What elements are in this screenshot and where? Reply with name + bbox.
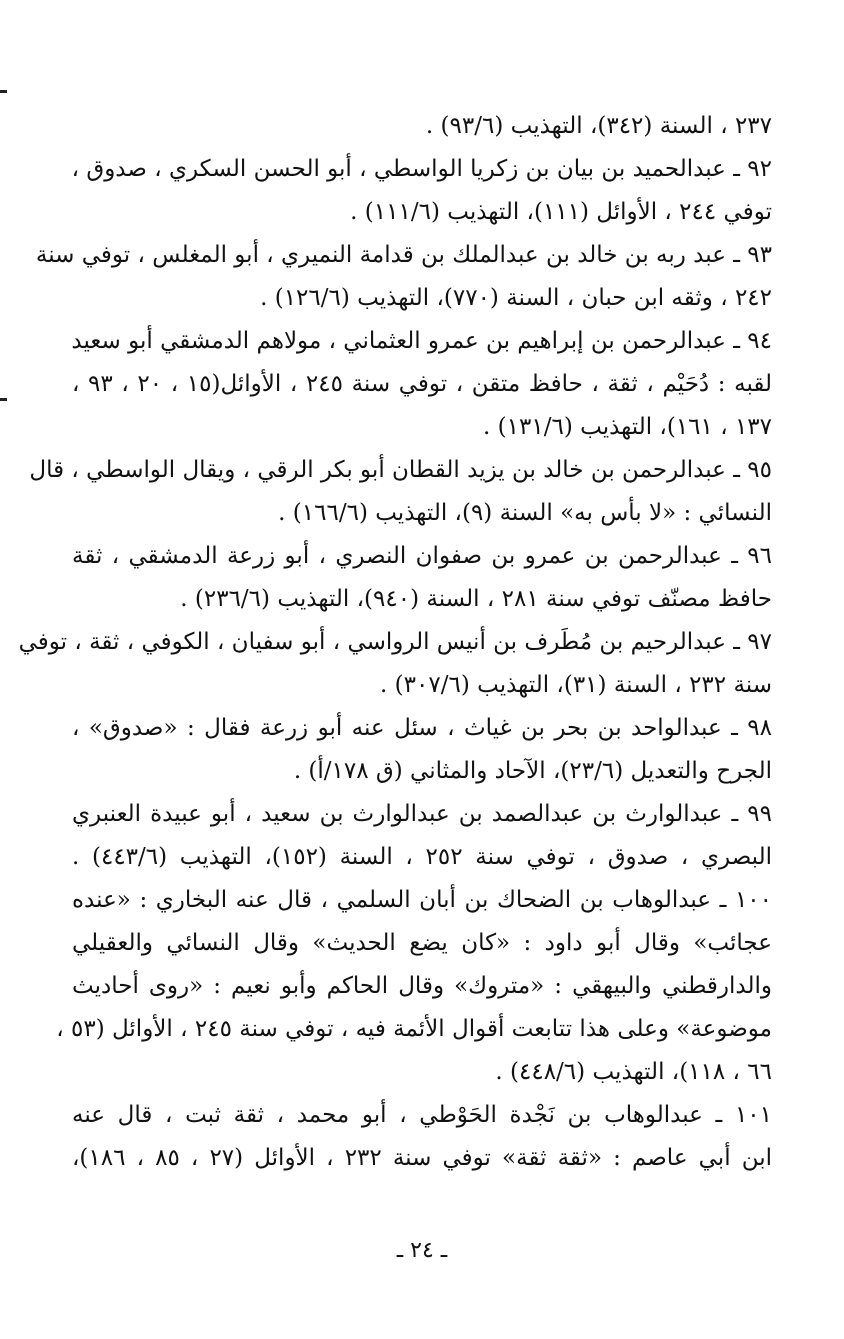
scan-edge-mark-middle bbox=[0, 398, 7, 401]
text-line: توفي ٢٤٤ ، الأوائل (١١١)، التهذيب (١١١/٦) . bbox=[350, 199, 772, 225]
text-line: البصري ، صدوق ، توفي سنة ٢٥٢ ، السنة (١٥٢)، التهذيب (٤٤٣/٦) . bbox=[72, 844, 772, 870]
text-line: والدارقطني والبيهقي : «متروك» وقال الحاكم وأبو نعيم : «روى أحاديث bbox=[72, 973, 772, 999]
text-line: موضوعة» وعلى هذا تتابعت أقوال الأئمة فيه ، توفي سنة ٢٤٥ ، الأوائل (٥٣ ، bbox=[56, 1016, 772, 1042]
text-line: ٩٧ ـ عبدالرحيم بن مُطَرف بن أنيس الرواسي ، أبو سفيان ، الكوفي ، ثقة ، توفي bbox=[18, 629, 772, 655]
text-line: لقبه : دُحَيْم ، ثقة ، حافظ متقن ، توفي سنة ٢٤٥ ، الأوائل(١٥ ، ٢٠ ، ٩٣ ، bbox=[72, 371, 773, 397]
text-line: ٩٥ ـ عبدالرحمن بن خالد بن يزيد القطان أبو بكر الرقي ، ويقال الواسطي ، قال bbox=[29, 457, 772, 483]
text-line: النسائي : «لا بأس به» السنة (٩)، التهذيب (١٦٦/٦) . bbox=[278, 500, 772, 526]
text-line: ٩٤ ـ عبدالرحمن بن إبراهيم بن عمرو العثماني ، مولاهم الدمشقي أبو سعيد bbox=[71, 328, 772, 354]
body-text bbox=[18, 105, 773, 1180]
text-line: سنة ٢٣٢ ، السنة (٣١)، التهذيب (٣٠٧/٦) . bbox=[380, 672, 772, 698]
text-line: ٩٣ ـ عبد ربه بن خالد بن عبدالملك بن قدامة النميري ، أبو المغلس ، توفي سنة bbox=[35, 242, 772, 268]
text-line: ٩٨ ـ عبدالواحد بن بحر بن غياث ، سئل عنه أبو زرعة فقال : «صدوق» ، bbox=[72, 715, 772, 741]
text-line: ابن أبي عاصم : «ثقة ثقة» توفي سنة ٢٣٢ ، الأوائل (٢٧ ، ٨٥ ، ١٨٦)، bbox=[72, 1145, 773, 1171]
text-line: ٩٢ ـ عبدالحميد بن بيان بن زكريا الواسطي ، أبو الحسن السكري ، صدوق ، bbox=[71, 156, 772, 182]
scan-edge-mark-top bbox=[0, 90, 7, 93]
text-line: ٩٦ ـ عبدالرحمن بن عمرو بن صفوان النصري ، أبو زرعة الدمشقي ، ثقة bbox=[72, 543, 772, 569]
text-line: ٢٤٢ ، وثقه ابن حبان ، السنة (٧٧٠)، التهذيب (١٢٦/٦) . bbox=[260, 285, 772, 311]
text-line: ٢٣٧ ، السنة (٣٤٢)، التهذيب (٩٣/٦) . bbox=[425, 113, 772, 139]
text-line: ١٠١ ـ عبدالوهاب بن نَجْدة الحَوْطي ، أبو محمد ، ثقة ثبت ، قال عنه bbox=[72, 1102, 772, 1128]
page-number: ـ ٢٤ ـ bbox=[396, 1238, 448, 1263]
text-line: الجرح والتعديل (٢٣/٦)، الآحاد والمثاني (ق ١٧٨/أ) . bbox=[293, 758, 772, 784]
text-line: عجائب» وقال أبو داود : «كان يضع الحديث» وقال النسائي والعقيلي bbox=[72, 930, 772, 956]
text-line: ١٠٠ ـ عبدالوهاب بن الضحاك بن أبان السلمي ، قال عنه البخاري : «عنده bbox=[72, 887, 772, 913]
text-line: ١٣٧ ، ١٦١)، التهذيب (١٣١/٦) . bbox=[483, 414, 772, 440]
text-line: حافظ مصنّف توفي سنة ٢٨١ ، السنة (٩٤٠)، التهذيب (٢٣٦/٦) . bbox=[180, 586, 772, 612]
text-line: ٩٩ ـ عبدالوارث بن عبدالصمد بن عبدالوارث بن سعيد ، أبو عبيدة العنبري bbox=[72, 801, 772, 827]
text-line: ٦٦ ، ١١٨)، التهذيب (٤٤٨/٦) . bbox=[495, 1059, 772, 1085]
